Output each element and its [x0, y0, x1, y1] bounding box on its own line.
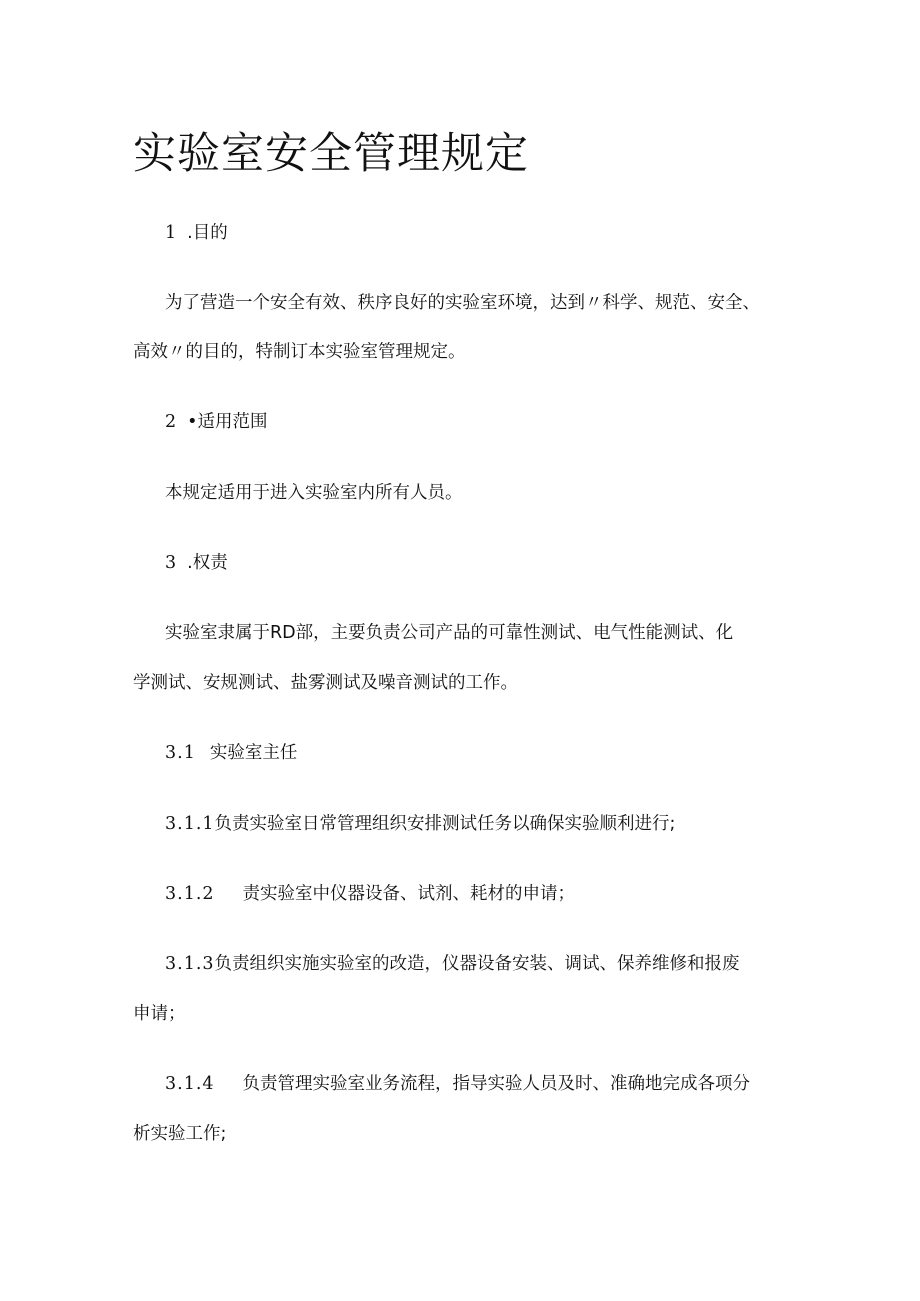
item-text: 负责组织实施实验室的改造，仪器设备安装、调试、保养维修和报废 — [214, 954, 740, 974]
item-number: 3.1.4 — [165, 1074, 215, 1094]
purpose-paragraph-line2: 高效〃的目的，特制订本实验室管理规定。 — [133, 342, 466, 362]
subsection-heading-3-1 — [165, 741, 297, 765]
subsection-number: 3.1 — [165, 743, 196, 763]
purpose-paragraph-line1: 为了营造一个安全有效、秩序良好的实验室环境，达到〃科学、规范、安全、 — [165, 293, 760, 313]
page-title: 实验室安全管理规定 — [133, 129, 529, 179]
section-title: •适用范围 — [187, 412, 268, 432]
item-number: 3.1.1 — [165, 814, 215, 834]
item-3-1-2 — [165, 882, 575, 906]
subsection-title: 实验室主任 — [209, 743, 298, 763]
section-heading-1 — [165, 221, 228, 245]
section-title: .权责 — [187, 553, 228, 573]
item-3-1-4-continuation: 析实验工作; — [133, 1124, 227, 1144]
responsibility-paragraph-line2: 学测试、安规测试、盐雾测试及噪音测试的工作。 — [133, 673, 518, 693]
item-number: 3.1.2 — [165, 884, 215, 904]
item-3-1-3 — [165, 952, 740, 976]
section-heading-2 — [165, 410, 267, 434]
section-heading-3 — [165, 551, 228, 575]
item-text: 负责管理实验室业务流程，指导实验人员及时、准确地完成各项分 — [242, 1074, 751, 1094]
item-text: 责实验室中仪器设备、试剂、耗材的申请； — [242, 884, 576, 904]
section-number: 2 — [165, 412, 178, 432]
item-text: 负责实验室日常管理组织安排测试任务以确保实验顺利进行; — [214, 814, 676, 834]
section-number: 3 — [165, 553, 178, 573]
item-3-1-1 — [165, 812, 675, 836]
section-title: .目的 — [187, 223, 228, 243]
scope-paragraph: 本规定适用于进入实验室内所有人员。 — [165, 483, 463, 503]
item-3-1-3-continuation: 申请； — [133, 1004, 186, 1024]
responsibility-paragraph-line1: 实验室隶属于RD部，主要负责公司产品的可靠性测试、电气性能测试、化 — [165, 623, 734, 643]
section-number: 1 — [165, 223, 178, 243]
item-number: 3.1.3 — [165, 954, 215, 974]
item-3-1-4 — [165, 1072, 750, 1096]
